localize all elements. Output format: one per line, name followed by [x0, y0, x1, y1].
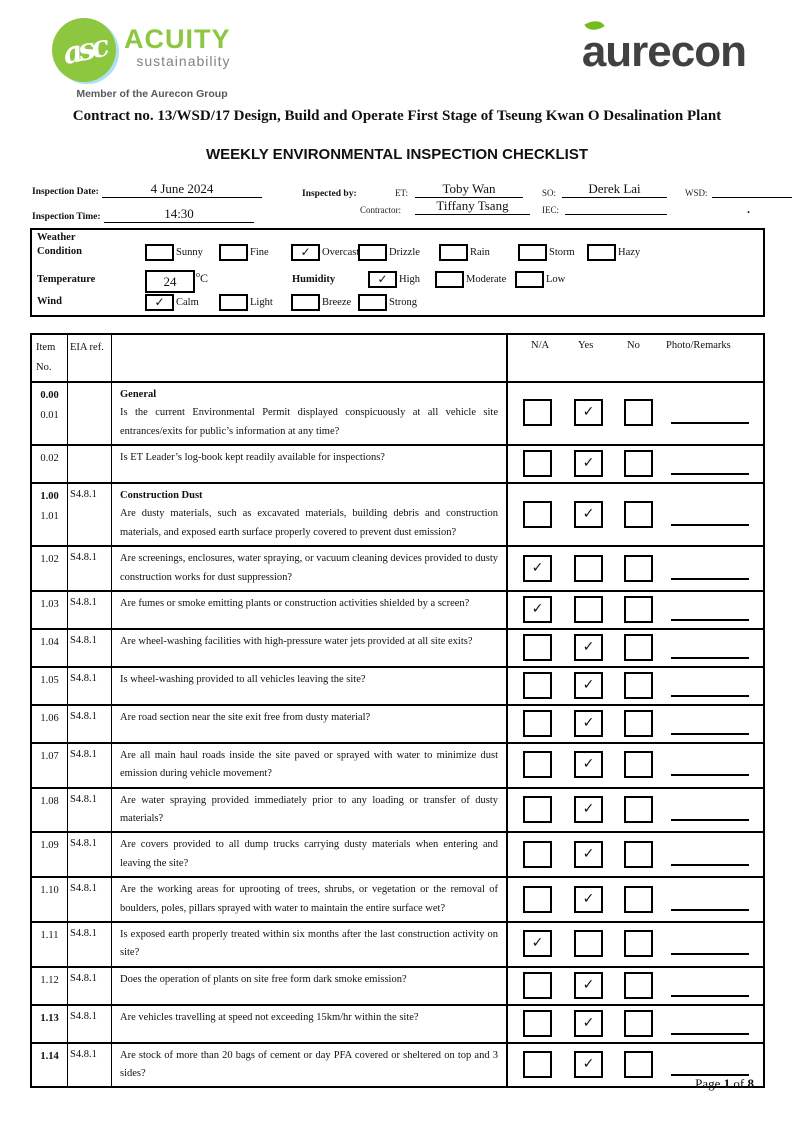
item-no-cell: 1.11 — [32, 923, 68, 966]
contract-title: Contract no. 13/WSD/17 Design, Build and Operate First Stage of Tseung Kwan O Desalination Plant — [72, 108, 722, 124]
item-no-cell: 0.00 0.01 — [32, 383, 68, 444]
page-footer: Page 1 of 8 — [695, 1076, 754, 1091]
eia-ref-cell: S4.8.1 — [68, 706, 112, 742]
eia-ref-cell: S4.8.1 — [68, 968, 112, 1004]
no-checkbox[interactable] — [624, 555, 653, 582]
et-field[interactable]: Toby Wan — [415, 181, 523, 198]
weather-title: Weather — [37, 232, 76, 243]
no-checkbox[interactable] — [624, 399, 653, 426]
question-text: Is exposed earth properly treated within six months after the last construction activity on site? — [120, 928, 498, 959]
wind-light-label: Light — [250, 297, 273, 308]
question-text: Are water spraying provided immediately prior to any loading or transfer of dusty materials? — [120, 794, 498, 824]
header-photo-remarks: Photo/Remarks — [666, 340, 731, 351]
question-cell — [112, 968, 508, 1004]
no-checkbox[interactable] — [624, 672, 653, 699]
table-row — [32, 592, 763, 630]
yes-checkbox[interactable]: ✓ — [574, 751, 603, 778]
eia-ref-cell — [68, 446, 112, 482]
item-no-cell: 1.09 — [32, 833, 68, 876]
question-cell — [112, 446, 508, 482]
yes-checkbox[interactable]: ✓ — [574, 450, 603, 477]
item-no-cell: 1.12 — [32, 968, 68, 1004]
question-text: Are all main haul roads inside the site paved or sprayed with water to minimize dust emission during vehicle movement? — [120, 749, 498, 780]
item-no-cell: 1.06 — [32, 706, 68, 742]
remarks-line[interactable] — [671, 864, 749, 866]
answers-cell — [508, 383, 763, 444]
humidity-moderate-checkbox[interactable] — [435, 271, 464, 288]
remarks-line[interactable] — [671, 695, 749, 697]
eia-ref-cell: S4.8.1 — [68, 923, 112, 966]
answers-cell — [508, 630, 763, 666]
question-text: Is wheel-washing provided to all vehicles leaving the site? — [120, 673, 366, 685]
remarks-line[interactable] — [671, 819, 749, 821]
yes-checkbox[interactable]: ✓ — [574, 501, 603, 528]
header-eia-ref: EIA ref. — [68, 335, 112, 381]
question-cell — [112, 592, 508, 628]
remarks-line[interactable] — [671, 473, 749, 475]
na-checkbox[interactable] — [523, 886, 552, 913]
humidity-moderate-label: Moderate — [466, 274, 507, 285]
no-checkbox[interactable] — [624, 596, 653, 623]
yes-checkbox[interactable]: ✓ — [574, 672, 603, 699]
condition-sunny-checkbox[interactable] — [145, 244, 174, 261]
table-row — [32, 878, 763, 923]
inspection-date-field[interactable]: 4 June 2024 — [102, 181, 262, 198]
condition-drizzle-checkbox[interactable] — [358, 244, 387, 261]
item-no-cell: 0.02 — [32, 446, 68, 482]
answers-cell — [508, 547, 763, 590]
iec-label: IEC: — [542, 205, 559, 215]
no-checkbox[interactable] — [624, 930, 653, 957]
table-row — [32, 630, 763, 668]
eia-ref-cell: S4.8.1 — [68, 878, 112, 921]
remarks-line[interactable] — [671, 619, 749, 621]
table-row — [32, 383, 763, 446]
wsd-field[interactable] — [712, 181, 792, 198]
no-checkbox[interactable] — [624, 634, 653, 661]
na-checkbox[interactable]: ✓ — [523, 555, 552, 582]
remarks-line[interactable] — [671, 524, 749, 526]
na-checkbox[interactable] — [523, 710, 552, 737]
table-row — [32, 968, 763, 1006]
item-no-cell: 1.14 — [32, 1044, 68, 1087]
no-checkbox[interactable] — [624, 972, 653, 999]
yes-checkbox[interactable] — [574, 596, 603, 623]
eia-ref-cell: S4.8.1 — [68, 1044, 112, 1087]
condition-fine-label: Fine — [250, 247, 269, 258]
na-checkbox[interactable] — [523, 796, 552, 823]
yes-checkbox[interactable]: ✓ — [574, 634, 603, 661]
condition-storm-checkbox[interactable] — [518, 244, 547, 261]
question-text: Does the operation of plants on site free form dark smoke emission? — [120, 973, 407, 985]
table-row — [32, 923, 763, 968]
question-text: Are vehicles travelling at speed not exceeding 15km/hr within the site? — [120, 1011, 419, 1023]
table-row — [32, 1044, 763, 1087]
na-checkbox[interactable] — [523, 450, 552, 477]
temperature-unit: $^o$C — [196, 270, 209, 285]
item-no-cell: 1.00 1.01 — [32, 484, 68, 545]
answers-cell — [508, 668, 763, 704]
aurecon-wordmark: aurecon — [581, 27, 746, 76]
wind-breeze-label: Breeze — [322, 297, 352, 308]
answers-cell — [508, 744, 763, 787]
condition-hazy-label: Hazy — [618, 247, 641, 258]
wind-light-checkbox[interactable] — [219, 294, 248, 311]
aurecon-logo — [581, 27, 746, 76]
yes-checkbox[interactable]: ✓ — [574, 1010, 603, 1037]
yes-checkbox[interactable]: ✓ — [574, 796, 603, 823]
condition-overcast-label: Overcast — [322, 247, 360, 258]
question-text: Are stock of more than 20 bags of cement or day PFA covered or sheltered on top and 3 sides? — [120, 1049, 498, 1079]
header-yes: Yes — [578, 340, 594, 351]
humidity-label: Humidity — [292, 274, 336, 285]
remarks-line[interactable] — [671, 733, 749, 735]
answers-cell — [508, 446, 763, 482]
table-header-row — [32, 335, 763, 383]
contractor-label: Contractor: — [360, 205, 401, 215]
na-checkbox[interactable] — [523, 972, 552, 999]
question-cell — [112, 1006, 508, 1042]
acuity-member-line: Member of the Aurecon Group — [76, 88, 228, 100]
question-text: Are wheel-washing facilities with high-pressure water jets provided at all site exits? — [120, 635, 473, 647]
so-field[interactable]: Derek Lai — [562, 181, 667, 198]
question-cell — [112, 484, 508, 545]
header-question — [112, 335, 508, 381]
item-no-cell: 1.07 — [32, 744, 68, 787]
eia-ref-cell: S4.8.1 — [68, 1006, 112, 1042]
eia-ref-cell: S4.8.1 — [68, 789, 112, 832]
table-row — [32, 833, 763, 878]
na-checkbox[interactable] — [523, 634, 552, 661]
item-no-cell: 1.05 — [32, 668, 68, 704]
remarks-line[interactable] — [671, 1033, 749, 1035]
acuity-monogram-letters: asc — [59, 28, 109, 72]
item-no-cell: 1.04 — [32, 630, 68, 666]
na-checkbox[interactable] — [523, 751, 552, 778]
wind-strong-checkbox[interactable] — [358, 294, 387, 311]
yes-checkbox[interactable] — [574, 930, 603, 957]
condition-drizzle-label: Drizzle — [389, 247, 420, 258]
wind-calm-label: Calm — [176, 297, 199, 308]
answers-cell — [508, 878, 763, 921]
question-cell — [112, 789, 508, 832]
iec-field[interactable] — [565, 198, 667, 215]
no-checkbox[interactable] — [624, 796, 653, 823]
question-text: Are covers provided to all dump trucks carrying dusty materials when entering and leaving the site? — [120, 839, 498, 869]
page-title: WEEKLY ENVIRONMENTAL INSPECTION CHECKLIST — [206, 146, 588, 163]
answers-cell — [508, 592, 763, 628]
eia-ref-cell: S4.8.1 — [68, 744, 112, 787]
wind-breeze-checkbox[interactable] — [291, 294, 320, 311]
na-checkbox[interactable] — [523, 399, 552, 426]
question-cell — [112, 878, 508, 921]
question-text: Is the current Environmental Permit displayed conspicuously at all vehicle site entrances/exits for public’s information at any time? — [120, 407, 498, 437]
table-row — [32, 668, 763, 706]
no-checkbox[interactable] — [624, 710, 653, 737]
wind-label: Wind — [37, 296, 62, 307]
header-item-no: Item No. — [32, 335, 68, 381]
yes-checkbox[interactable]: ✓ — [574, 841, 603, 868]
question-cell — [112, 630, 508, 666]
no-checkbox[interactable] — [624, 450, 653, 477]
et-label: ET: — [395, 188, 409, 198]
acuity-logo — [52, 18, 262, 100]
remarks-line[interactable] — [671, 578, 749, 580]
yes-checkbox[interactable]: ✓ — [574, 1051, 603, 1078]
no-checkbox[interactable] — [624, 501, 653, 528]
yes-checkbox[interactable]: ✓ — [574, 886, 603, 913]
checklist-table — [30, 333, 765, 1088]
table-row — [32, 1006, 763, 1044]
item-no-cell: 1.03 — [32, 592, 68, 628]
condition-sunny-label: Sunny — [176, 247, 203, 258]
acuity-name: ACUITY — [124, 24, 231, 54]
yes-checkbox[interactable] — [574, 555, 603, 582]
question-text: Are fumes or smoke emitting plants or construction activities shielded by a screen? — [120, 597, 470, 609]
question-cell — [112, 833, 508, 876]
wsd-label: WSD: — [685, 188, 708, 198]
table-row — [32, 789, 763, 834]
condition-fine-checkbox[interactable] — [219, 244, 248, 261]
table-row — [32, 446, 763, 484]
na-checkbox[interactable] — [523, 841, 552, 868]
answers-cell — [508, 706, 763, 742]
condition-overcast-checkbox[interactable]: ✓ — [291, 244, 320, 261]
so-label: SO: — [542, 188, 557, 198]
na-checkbox[interactable] — [523, 1051, 552, 1078]
table-row — [32, 744, 763, 789]
eia-ref-cell: S4.8.1 — [68, 592, 112, 628]
question-text: Are road section near the site exit free from dusty material? — [120, 711, 371, 723]
item-no-cell: 1.08 — [32, 789, 68, 832]
answers-cell — [508, 923, 763, 966]
no-checkbox[interactable] — [624, 1010, 653, 1037]
na-checkbox[interactable] — [523, 672, 552, 699]
eia-ref-cell: S4.8.1 — [68, 630, 112, 666]
wind-strong-label: Strong — [389, 297, 418, 308]
remarks-line[interactable] — [671, 774, 749, 776]
temperature-label: Temperature — [37, 274, 96, 285]
eia-ref-cell: S4.8.1 — [68, 547, 112, 590]
inspection-info — [30, 180, 765, 228]
na-checkbox[interactable]: ✓ — [523, 596, 552, 623]
acuity-monogram-icon — [52, 18, 116, 82]
condition-storm-label: Storm — [549, 247, 575, 258]
condition-rain-checkbox[interactable] — [439, 244, 468, 261]
header-answers — [508, 335, 763, 381]
remarks-line[interactable] — [671, 995, 749, 997]
yes-checkbox[interactable]: ✓ — [574, 399, 603, 426]
humidity-high-checkbox[interactable]: ✓ — [368, 271, 397, 288]
condition-label: Condition — [37, 246, 82, 257]
question-cell — [112, 547, 508, 590]
contractor-field[interactable]: Tiffany Tsang — [415, 198, 530, 215]
header-no: No — [627, 340, 640, 351]
condition-rain-label: Rain — [470, 247, 490, 258]
inspected-by-label: Inspected by: — [302, 189, 357, 199]
weather-box — [30, 228, 765, 317]
no-checkbox[interactable] — [624, 1051, 653, 1078]
item-no-cell: 1.10 — [32, 878, 68, 921]
answers-cell — [508, 968, 763, 1004]
inspection-date-label: Inspection Date: — [32, 187, 99, 197]
answers-cell — [508, 789, 763, 832]
table-row — [32, 484, 763, 547]
remarks-line[interactable] — [671, 953, 749, 955]
table-row — [32, 706, 763, 744]
condition-hazy-checkbox[interactable] — [587, 244, 616, 261]
question-text: Are dusty materials, such as excavated materials, building debris and construction materials, and exposed earth surface properly covered to prevent dust emission? — [120, 508, 498, 538]
wind-calm-checkbox[interactable]: ✓ — [145, 294, 174, 311]
eia-ref-cell: S4.8.1 — [68, 668, 112, 704]
eia-ref-cell: S4.8.1 — [68, 833, 112, 876]
section-heading: General — [120, 388, 157, 400]
table-row — [32, 547, 763, 592]
question-text: Is ET Leader’s log-book kept readily available for inspections? — [120, 452, 385, 463]
header-na: N/A — [531, 340, 550, 351]
question-cell — [112, 744, 508, 787]
humidity-low-checkbox[interactable] — [515, 271, 544, 288]
no-checkbox[interactable] — [624, 751, 653, 778]
na-checkbox[interactable] — [523, 1010, 552, 1037]
yes-checkbox[interactable]: ✓ — [574, 972, 603, 999]
temperature-field[interactable]: 24 — [145, 270, 195, 293]
remarks-line[interactable] — [671, 909, 749, 911]
acuity-tagline: sustainability — [136, 53, 231, 69]
answers-cell — [508, 484, 763, 545]
humidity-high-label: High — [399, 274, 420, 285]
yes-checkbox[interactable]: ✓ — [574, 710, 603, 737]
stray-period: . — [747, 202, 750, 216]
question-text: Are the working areas for uprooting of trees, shrubs, or vegetation or the removal of boulders, poles, pillars sprayed with water to maintain the entire surface wet? — [120, 884, 498, 914]
inspection-time-field[interactable]: 14:30 — [104, 206, 254, 223]
eia-ref-cell — [68, 383, 112, 444]
remarks-line[interactable] — [671, 422, 749, 424]
eia-ref-cell: S4.8.1 — [68, 484, 112, 545]
item-no-cell: 1.02 — [32, 547, 68, 590]
question-cell — [112, 668, 508, 704]
humidity-low-label: Low — [546, 274, 566, 285]
na-checkbox[interactable]: ✓ — [523, 930, 552, 957]
question-cell — [112, 923, 508, 966]
answers-cell — [508, 1006, 763, 1042]
no-checkbox[interactable] — [624, 841, 653, 868]
question-cell — [112, 383, 508, 444]
section-heading: Construction Dust — [120, 490, 203, 501]
item-no-cell: 1.13 — [32, 1006, 68, 1042]
na-checkbox[interactable] — [523, 501, 552, 528]
question-cell — [112, 1044, 508, 1087]
no-checkbox[interactable] — [624, 886, 653, 913]
remarks-line[interactable] — [671, 657, 749, 659]
answers-cell — [508, 833, 763, 876]
inspection-time-label: Inspection Time: — [32, 212, 101, 222]
question-cell — [112, 706, 508, 742]
question-text: Are screenings, enclosures, water spraying, or vacuum cleaning devices provided to dusty construction works for dust suppression? — [120, 553, 498, 583]
